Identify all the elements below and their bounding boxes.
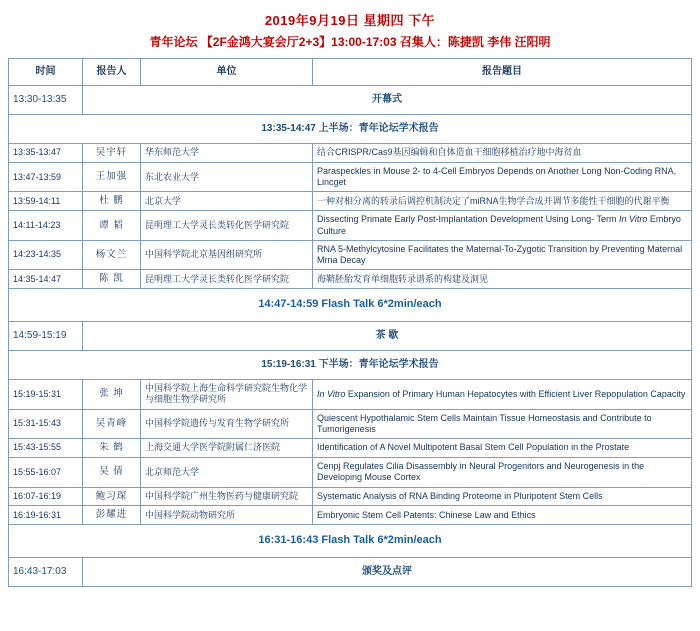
row-time: 16:19-16:31 <box>9 506 83 525</box>
row-time: 15:55-16:07 <box>9 458 83 488</box>
row-organization: 东北农业大学 <box>141 162 313 192</box>
row-topic: Quiescent Hypothalamic Stem Cells Maintain Tissue Homeostasis and Contribute to Tumorigenesis <box>313 409 692 439</box>
row-speaker: 王加强 <box>83 162 141 192</box>
row-speaker: 鲍习琛 <box>83 487 141 506</box>
row-speaker: 谭 韬 <box>83 211 141 241</box>
row-topic: In Vitro Expansion of Primary Human Hepatocytes with Efficient Liver Repopulation Capacity <box>313 380 692 410</box>
row-speaker: 朱 鹤 <box>83 439 141 458</box>
row-time: 14:23-14:35 <box>9 240 83 270</box>
row-speaker: 吴青峰 <box>83 409 141 439</box>
row-speaker: 张 坤 <box>83 380 141 410</box>
flash-talk-label: 16:31-16:43 Flash Talk 6*2min/each <box>9 525 692 558</box>
row-speaker: 杜 鹏 <box>83 192 141 211</box>
row-organization: 北京大学 <box>141 192 313 211</box>
column-header-time: 时间 <box>9 59 83 86</box>
table-row <box>9 162 692 192</box>
session-label: 茶 歇 <box>83 322 692 351</box>
row-topic: 一种对相分离的转录后调控机制决定了miRNA生物学合成并调节多能性干细胞的代谢平衡 <box>313 192 692 211</box>
session-label: 13:35-14:47 上半场：青年论坛学术报告 <box>9 115 692 144</box>
column-header-speaker: 报告人 <box>83 59 141 86</box>
table-row <box>9 144 692 163</box>
row-time: 15:19-15:31 <box>9 380 83 410</box>
table-row <box>9 409 692 439</box>
row-topic: Dissecting Primate Early Post-Implantation Development Using Long- Term In Vitro Embryo Culture <box>313 211 692 241</box>
table-row <box>9 458 692 488</box>
row-speaker: 吴 倩 <box>83 458 141 488</box>
row-organization: 上海交通大学医学院附属仁济医院 <box>141 439 313 458</box>
row-time: 13:30-13:35 <box>9 86 83 115</box>
row-organization: 中国科学院动物研究所 <box>141 506 313 525</box>
row-organization: 昆明理工大学灵长类转化医学研究院 <box>141 270 313 289</box>
schedule-table <box>8 58 692 587</box>
row-topic: RNA 5-Methylcytosine Facilitates the Maternal-To-Zygotic Transition by Preventing Maternal Mrna Decay <box>313 240 692 270</box>
flash-talk-band <box>9 525 692 558</box>
row-time: 15:31-15:43 <box>9 409 83 439</box>
row-topic: Identification of A Novel Multipotent Basal Stem Cell Population in the Prostate <box>313 439 692 458</box>
row-time: 13:35-13:47 <box>9 144 83 163</box>
row-time: 13:59-14:11 <box>9 192 83 211</box>
table-row <box>9 380 692 410</box>
session-label: 15:19-16:31 下半场：青年论坛学术报告 <box>9 351 692 380</box>
table-body <box>9 86 692 587</box>
page-title: 2019年9月19日 星期四 下午 <box>264 13 436 28</box>
table-row <box>9 270 692 289</box>
session-header-row <box>9 115 692 144</box>
table-row <box>9 192 692 211</box>
row-speaker: 杨文兰 <box>83 240 141 270</box>
session-label: 颁奖及点评 <box>83 558 692 587</box>
column-header-topic: 报告题目 <box>313 59 692 86</box>
session-label: 开幕式 <box>83 86 692 115</box>
table-row <box>9 487 692 506</box>
session-row <box>9 558 692 587</box>
row-time: 16:07-16:19 <box>9 487 83 506</box>
flash-talk-label: 14:47-14:59 Flash Talk 6*2min/each <box>9 289 692 322</box>
row-time: 14:35-14:47 <box>9 270 83 289</box>
row-topic: Systematic Analysis of RNA Binding Proteome in Pluripotent Stem Cells <box>313 487 692 506</box>
row-organization: 昆明理工大学灵长类转化医学研究院 <box>141 211 313 241</box>
flash-talk-band <box>9 289 692 322</box>
row-organization: 北京师范大学 <box>141 458 313 488</box>
row-speaker: 彭耀进 <box>83 506 141 525</box>
table-header <box>9 59 692 86</box>
session-row <box>9 322 692 351</box>
row-time: 13:47-13:59 <box>9 162 83 192</box>
row-organization: 中国科学院遗传与发育生物学研究所 <box>141 409 313 439</box>
column-header-org: 单位 <box>141 59 313 86</box>
row-speaker: 吴宇轩 <box>83 144 141 163</box>
table-row <box>9 240 692 270</box>
row-organization: 中国科学院北京基因组研究所 <box>141 240 313 270</box>
table-row <box>9 506 692 525</box>
row-time: 14:59-15:19 <box>9 322 83 351</box>
table-row <box>9 439 692 458</box>
row-organization: 华东师范大学 <box>141 144 313 163</box>
page-subtitle: 青年论坛 【2F金鸿大宴会厅2+3】13:00-17:03 召集人：陈捷凯 李伟 汪阳明 <box>149 35 551 49</box>
row-topic: Paraspeckles in Mouse 2- to 4-Cell Embryos Depends on Another Long Non-Coding RNA, Lincget <box>313 162 692 192</box>
table-row <box>9 211 692 241</box>
row-topic: 海鞘胚胎发育单细胞转录谱系的构建及洞见 <box>313 270 692 289</box>
row-topic: 结合CRISPR/Cas9基因编辑和自体造血干细胞移植治疗地中海贫血 <box>313 144 692 163</box>
row-topic: Embryonic Stem Cell Patents: Chinese Law and Ethics <box>313 506 692 525</box>
row-organization: 中国科学院上海生命科学研究院生物化学与细胞生物学研究所 <box>141 380 313 410</box>
row-time: 15:43-15:55 <box>9 439 83 458</box>
row-organization: 中国科学院广州生物医药与健康研究院 <box>141 487 313 506</box>
row-time: 16:43-17:03 <box>9 558 83 587</box>
row-time: 14:11-14:23 <box>9 211 83 241</box>
row-speaker: 陈 凯 <box>83 270 141 289</box>
row-topic: Cenpj Regulates Cilia Disassembly in Neural Progenitors and Neurogenesis in the Developing Mouse Cortex <box>313 458 692 488</box>
session-header-row <box>9 351 692 380</box>
session-row <box>9 86 692 115</box>
